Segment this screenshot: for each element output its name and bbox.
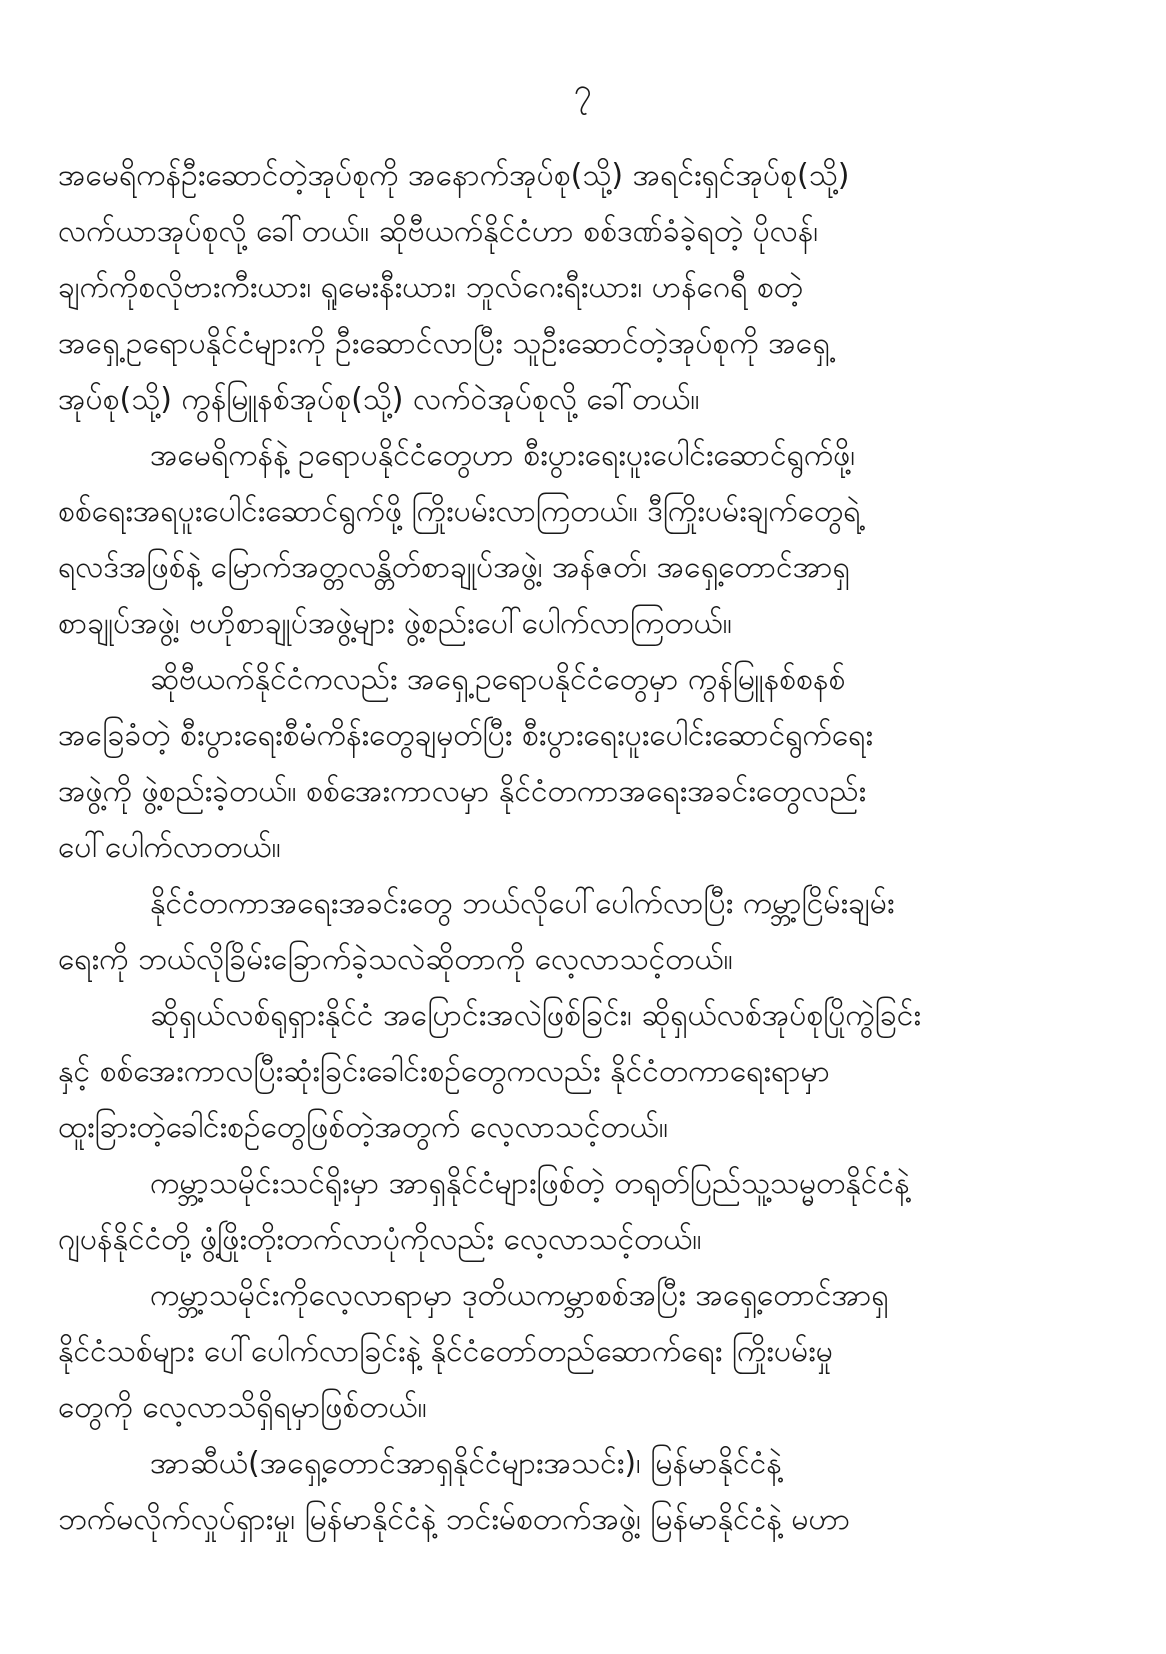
text-line: နှင့် စစ်အေးကာလပြီးဆုံးခြင်းခေါင်းစဉ်တွေကလည်း နိုင်ငံတကာရေးရာမှာ [58, 1054, 831, 1089]
text-line: အမေရိကန်ဦးဆောင်တဲ့အုပ်စုကို အနောက်အုပ်စု(သို့) အရင်းရှင်အုပ်စု(သို့) [58, 158, 850, 193]
text-line: ကမ္ဘာ့သမိုင်းကိုလေ့လာရာမှာ ဒုတိယကမ္ဘာစစ်အပြီး အရှေ့တောင်အာရှ [150, 1278, 889, 1313]
text-line: နိုင်ငံတကာအရေးအခင်းတွေ ဘယ်လိုပေါ်ပေါက်လာပြီး ကမ္ဘာ့ငြိမ်းချမ်း [150, 886, 895, 921]
text-line: စာချုပ်အဖွဲ့၊ ဗဟိုစာချုပ်အဖွဲ့များ ဖွဲ့စည်းပေါ်ပေါက်လာကြတယ်။ [58, 606, 732, 641]
text-line: စစ်ရေးအရပူးပေါင်းဆောင်ရွက်ဖို့ ကြိုးပမ်းလာကြတယ်။ ဒီကြိုးပမ်းချက်တွေရဲ့ [58, 494, 861, 529]
text-line: ချက်ကိုစလိုဗားကီးယား၊ ရူမေးနီးယား၊ ဘူလ်ဂေးရီးယား၊ ဟန်ဂေရီ စတဲ့ [58, 270, 803, 305]
text-line: အရှေ့ဥရောပနိုင်ငံများကို ဦးဆောင်လာပြီး သူဦးဆောင်တဲ့အုပ်စုကို အရှေ့ [58, 326, 830, 361]
paragraph [58, 1436, 1108, 1548]
text-line: ရလဒ်အဖြစ်နဲ့ မြောက်အတ္တလန္တိတ်စာချုပ်အဖွဲ့၊ အန်ဇတ်၊ အရှေ့တောင်အာရှ [58, 550, 850, 585]
page-number: ၇ [574, 71, 592, 109]
text-line: တွေကို လေ့လာသိရှိရမှာဖြစ်တယ်။ [58, 1390, 427, 1425]
paragraph [58, 1268, 1108, 1436]
text-line: ပေါ်ပေါက်လာတယ်။ [58, 830, 281, 865]
paragraph [58, 1156, 1108, 1268]
text-line: အုပ်စု(သို့) ကွန်မြူနစ်အုပ်စု(သို့) လက်ဝဲအုပ်စုလို့ ခေါ်တယ်။ [58, 382, 700, 417]
text-line: ဘက်မလိုက်လှုပ်ရှားမှု၊ မြန်မာနိုင်ငံနဲ့ ဘင်းမ်စတက်အဖွဲ့၊ မြန်မာနိုင်ငံနဲ့ မဟာ [58, 1502, 851, 1537]
text-line: ဆိုရှယ်လစ်ရုရှားနိုင်ငံ အပြောင်းအလဲဖြစ်ခြင်း၊ ဆိုရှယ်လစ်အုပ်စုပြိုကွဲခြင်း [150, 998, 921, 1033]
paragraph [58, 148, 1108, 428]
text-line: ထူးခြားတဲ့ခေါင်းစဉ်တွေဖြစ်တဲ့အတွက် လေ့လာသင့်တယ်။ [58, 1110, 668, 1145]
text-line: ကမ္ဘာ့သမိုင်းသင်ရိုးမှာ အာရှနိုင်ငံများဖြစ်တဲ့ တရုတ်ပြည်သူ့သမ္မတနိုင်ငံနဲ့ [150, 1166, 910, 1201]
text-line: ဆိုဗီယက်နိုင်ငံကလည်း အရှေ့ဥရောပနိုင်ငံတွေမှာ ကွန်မြူနစ်စနစ် [150, 662, 846, 697]
paragraph [58, 428, 1108, 652]
paragraph [58, 988, 1108, 1156]
paragraph [58, 876, 1108, 988]
text-line: အာဆီယံ(အရှေ့တောင်အာရှနိုင်ငံများအသင်း)၊ မြန်မာနိုင်ငံနဲ့ [150, 1446, 782, 1481]
body-text [58, 148, 1108, 1548]
text-line: အမေရိကန်နဲ့ ဥရောပနိုင်ငံတွေဟာ စီးပွားရေးပူးပေါင်းဆောင်ရွက်ဖို့၊ [150, 438, 856, 473]
paragraph [58, 652, 1108, 876]
text-line: ဂျပန်နိုင်ငံတို့ ဖွံ့ဖြိုးတိုးတက်လာပုံကိုလည်း လေ့လာသင့်တယ်။ [58, 1222, 702, 1257]
text-line: လက်ယာအုပ်စုလို့ ခေါ်တယ်။ ဆိုဗီယက်နိုင်ငံဟာ စစ်ဒဏ်ခံခဲ့ရတဲ့ ပိုလန်၊ [58, 214, 819, 249]
text-line: ရေးကို ဘယ်လိုခြိမ်းခြောက်ခဲ့သလဲဆိုတာကို လေ့လာသင့်တယ်။ [58, 942, 733, 977]
text-line: နိုင်ငံသစ်များ ပေါ်ပေါက်လာခြင်းနဲ့ နိုင်ငံတော်တည်ဆောက်ရေး ကြိုးပမ်းမှု [58, 1334, 833, 1369]
text-line: အဖွဲ့ကို ဖွဲ့စည်းခဲ့တယ်။ စစ်အေးကာလမှာ နိုင်ငံတကာအရေးအခင်းတွေလည်း [58, 774, 867, 809]
text-line: အခြေခံတဲ့ စီးပွားရေးစီမံကိန်းတွေချမှတ်ပြီး စီးပွားရေးပူးပေါင်းဆောင်ရွက်ရေး [58, 718, 873, 753]
